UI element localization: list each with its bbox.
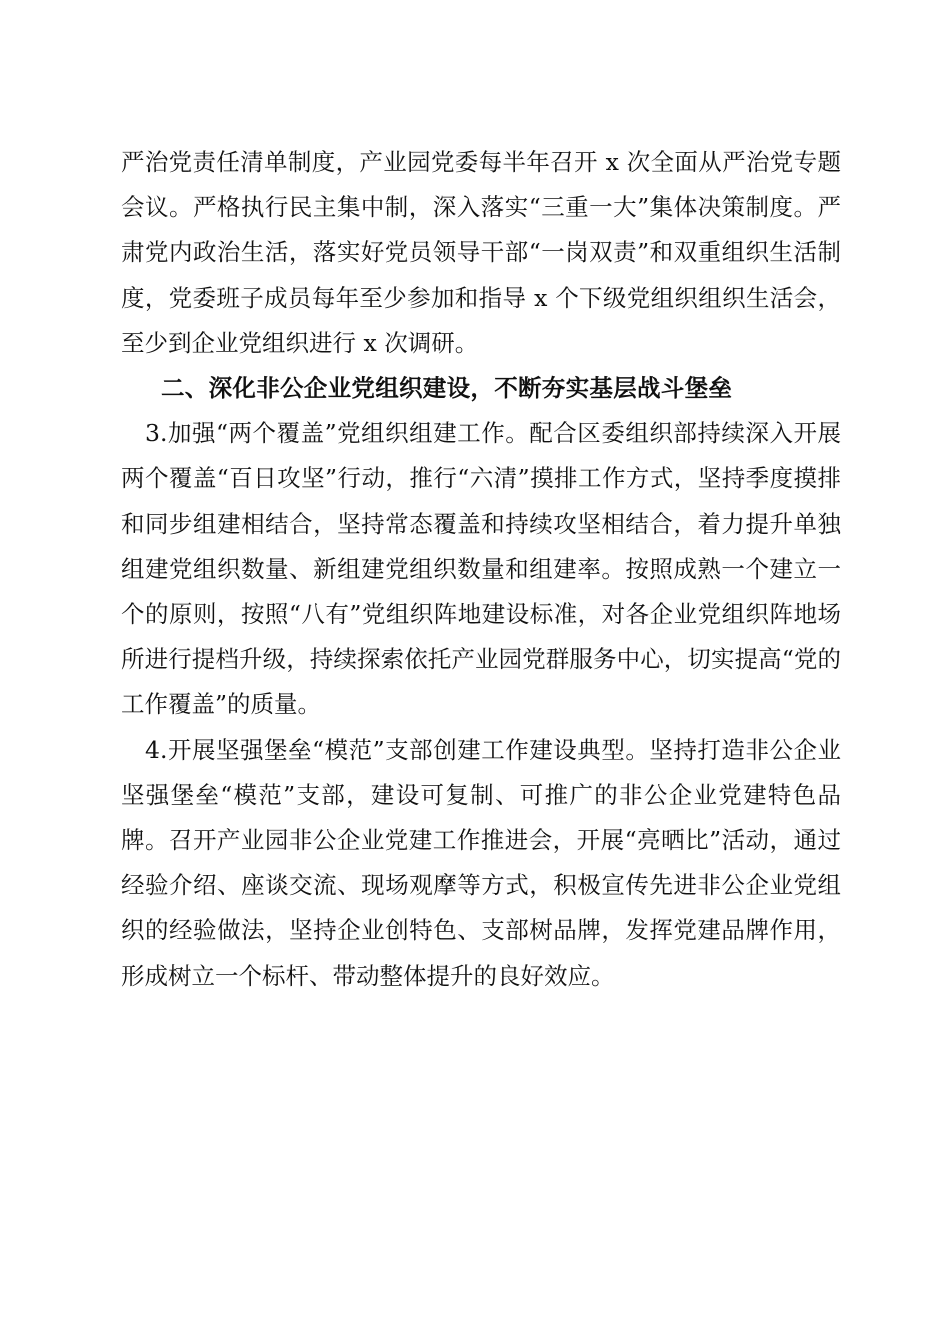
document-body [121, 140, 841, 999]
section-heading-two: 二、深化非公企业党组织建设，不断夯实基层战斗堡垒 [161, 374, 733, 403]
paragraph-responsibility-list: 严治党责任清单制度，产业园党委每半年召开 x 次全面从严治党专题会议。严格执行民主集中制，深入落实“三重一大”集体决策制度。严肃党内政治生活，落实好党员领导干部“一岗双责”和双重组织生活制度，党委班子成员每年至少参加和指导 x 个下级党组织组织生活会，至少到企业党组织进行 x 次调研。 [121, 148, 841, 357]
paragraph-item-3: 3.加强“两个覆盖”党组织组建工作。配合区委组织部持续深入开展两个覆盖“百日攻坚”行动，推行“六清”摸排工作方式，坚持季度摸排和同步组建相结合，坚持常态覆盖和持续攻坚相结合，着力提升单独组建党组织数量、新组建党组织数量和组建率。按照成熟一个建立一个的原则，按照“八有”党组织阵地建设标准，对各企业党组织阵地场所进行提档升级，持续探索依托产业园党群服务中心，切实提高“党的工作覆盖”的质量。 [121, 419, 841, 719]
paragraph-item-4: 4.开展坚强堡垒“模范”支部创建工作建设典型。坚持打造非公企业坚强堡垒“模范”支部，建设可复制、可推广的非公企业党建特色品牌。召开产业园非公企业党建工作推进会，开展“亮晒比”活动，通过经验介绍、座谈交流、现场观摩等方式，积极宣传先进非公企业党组织的经验做法，坚持企业创特色、支部树品牌，发挥党建品牌作用，形成树立一个标杆、带动整体提升的良好效应。 [121, 735, 841, 990]
